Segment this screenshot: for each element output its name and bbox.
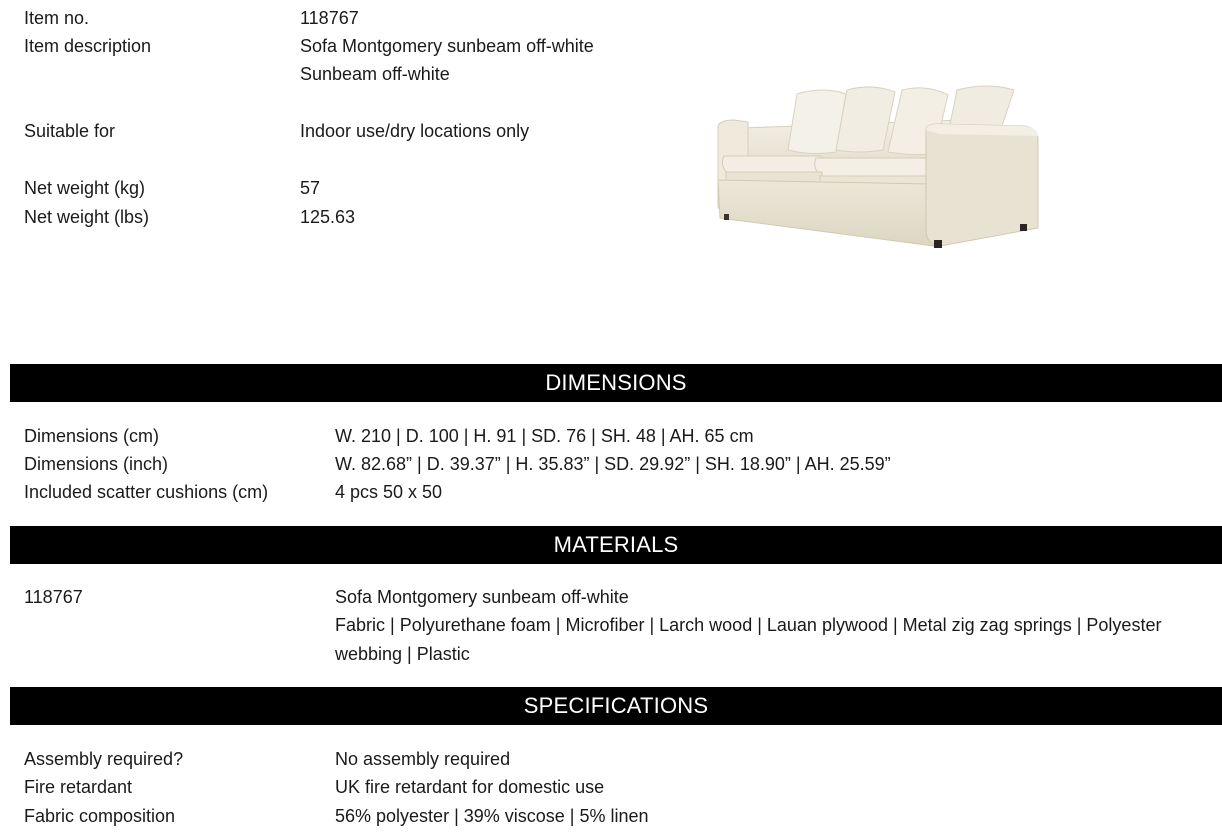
materials-heading: MATERIALS <box>10 526 1222 564</box>
item-no-row <box>24 4 1222 32</box>
fire-retardant-value: UK fire retardant for domestic use <box>335 777 605 797</box>
materials-item-code: 118767 <box>24 587 83 607</box>
net-weight-lbs-value: 125.63 <box>300 207 356 227</box>
dimensions-inch-value: W. 82.68” | D. 39.37” | H. 35.83” | SD. 29.92” | SH. 18.90” | AH. 25.59” <box>335 454 891 474</box>
net-weight-lbs-label: Net weight (lbs) <box>24 207 150 227</box>
materials-line-1: Sofa Montgomery sunbeam off-white <box>335 587 629 607</box>
suitable-for-value: Indoor use/dry locations only <box>300 121 530 141</box>
item-no-value: 118767 <box>300 8 359 28</box>
dimensions-inch-row <box>24 450 1222 478</box>
dimensions-cm-label: Dimensions (cm) <box>24 426 160 446</box>
assembly-label: Assembly required? <box>24 749 184 769</box>
fabric-composition-row <box>24 802 1222 830</box>
dimensions-cm-row <box>24 422 1222 450</box>
item-description-line2: Sunbeam off-white <box>300 64 450 84</box>
materials-line-2: Fabric | Polyurethane foam | Microfiber | Larch wood | Lauan plywood | Metal zig zag springs | Polyester <box>335 615 1162 635</box>
fabric-composition-label: Fabric composition <box>24 806 176 826</box>
suitable-for-label: Suitable for <box>24 121 116 141</box>
specifications-heading: SPECIFICATIONS <box>10 687 1222 725</box>
net-weight-kg-value: 57 <box>300 178 321 198</box>
dimensions-inch-label: Dimensions (inch) <box>24 454 169 474</box>
item-no-label: Item no. <box>24 8 90 28</box>
item-description-row <box>24 32 1222 60</box>
dimensions-cm-value: W. 210 | D. 100 | H. 91 | SD. 76 | SH. 48 | AH. 65 cm <box>335 426 754 446</box>
item-description-label: Item description <box>24 36 152 56</box>
fabric-composition-value: 56% polyester | 39% viscose | 5% linen <box>335 806 649 826</box>
scatter-cushions-row <box>24 478 1222 506</box>
assembly-value: No assembly required <box>335 749 511 769</box>
dimensions-heading: DIMENSIONS <box>10 364 1222 402</box>
scatter-cushions-label: Included scatter cushions (cm) <box>24 482 269 502</box>
net-weight-kg-label: Net weight (kg) <box>24 178 146 198</box>
materials-row-1 <box>24 583 1222 611</box>
materials-row-3 <box>24 640 1222 668</box>
sofa-product-image <box>712 80 1052 255</box>
assembly-row <box>24 745 1222 773</box>
materials-line-3: webbing | Plastic <box>335 644 470 664</box>
fire-retardant-label: Fire retardant <box>24 777 133 797</box>
materials-row-2 <box>24 611 1222 639</box>
scatter-cushions-value: 4 pcs 50 x 50 <box>335 482 443 502</box>
fire-retardant-row <box>24 773 1222 801</box>
item-description-line1: Sofa Montgomery sunbeam off-white <box>300 36 594 56</box>
